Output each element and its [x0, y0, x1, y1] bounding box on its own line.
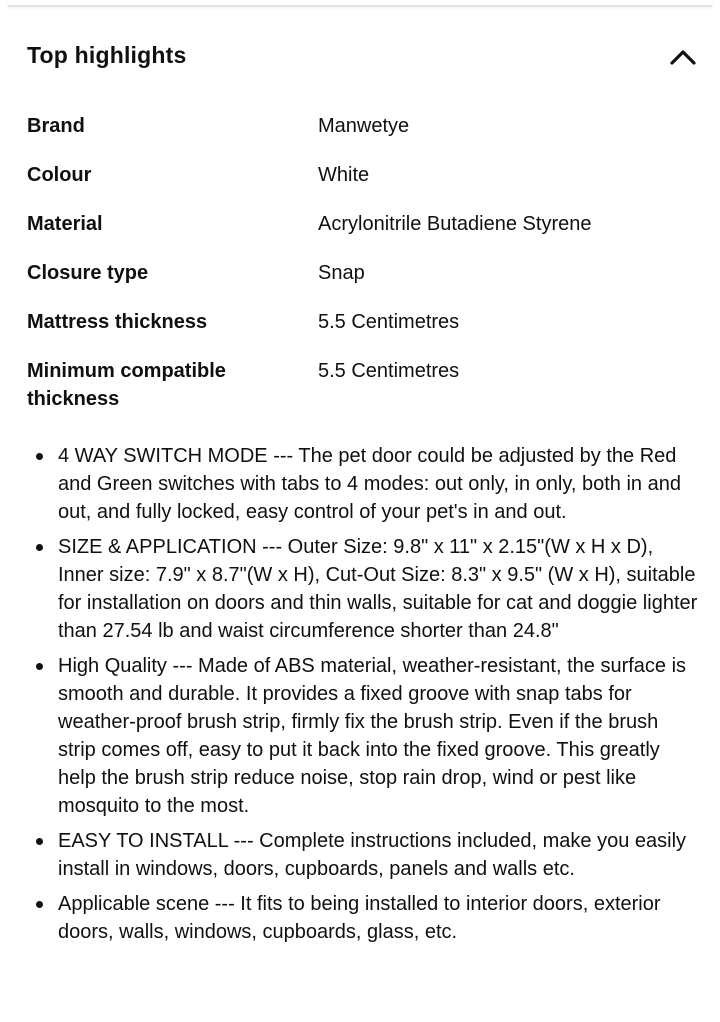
bullet-text: High Quality --- Made of ABS material, weather-resistant, the surface is smooth and durable. It provides a fixed groove with snap tabs for weather-proof brush strip, firmly fix the brush strip. Even if the brush strip comes off, easy to put it back into the fixed groove. This greatly help the brush strip reduce noise, stop rain drop, wind or pest like mosquito to the most.	[58, 655, 687, 817]
spec-key: Closure type	[27, 262, 149, 284]
section-title: Top highlights	[27, 42, 187, 68]
spec-row-minimum-compatible-thickness	[27, 357, 697, 413]
list-item	[27, 442, 699, 526]
list-item	[27, 533, 699, 645]
top-highlights-header[interactable]	[27, 38, 698, 78]
spec-row-brand	[27, 112, 697, 140]
spec-value: White	[318, 164, 370, 186]
spec-key: Material	[27, 213, 103, 235]
bullet-text: 4 WAY SWITCH MODE --- The pet door could be adjusted by the Red and Green switches with tabs to 4 modes: out only, in only, both in and out, and fully locked, easy control of your pet's in and out.	[58, 445, 681, 523]
top-divider	[8, 0, 712, 7]
bullet-text: Applicable scene --- It fits to being installed to interior doors, exterior doors, walls, windows, cupboards, glass, etc.	[58, 893, 661, 943]
spec-row-material	[27, 210, 697, 238]
feature-bullet-list	[27, 442, 699, 953]
bullet-dot	[36, 453, 43, 460]
spec-value: 5.5 Centimetres	[318, 311, 460, 333]
spec-value: 5.5 Centimetres	[318, 360, 460, 382]
spec-key: Mattress thickness	[27, 311, 208, 333]
bullet-text: SIZE & APPLICATION --- Outer Size: 9.8" x 11" x 2.15"(W x H x D), Inner size: 7.9" x 8.7"(W x H), Cut-Out Size: 8.3" x 9.5" (W x H), suitable for installation on doors and thin walls, suitable for cat and doggie lighter than 27.54 lb and waist circumference shorter than 24.8"	[58, 536, 698, 642]
spec-value: Snap	[318, 262, 365, 284]
bullet-text: EASY TO INSTALL --- Complete instructions included, make you easily install in windows, doors, cupboards, panels and walls etc.	[58, 830, 687, 880]
chevron-up-icon[interactable]	[668, 42, 698, 72]
spec-key: Brand	[27, 115, 85, 137]
spec-row-closure-type	[27, 259, 697, 287]
bullet-dot	[36, 544, 43, 551]
bullet-dot	[36, 838, 43, 845]
list-item	[27, 827, 699, 883]
spec-row-mattress-thickness	[27, 308, 697, 336]
spec-table	[27, 112, 697, 434]
spec-value: Acrylonitrile Butadiene Styrene	[318, 213, 592, 235]
spec-key: Colour	[27, 164, 92, 186]
spec-row-colour	[27, 161, 697, 189]
bullet-dot	[36, 663, 43, 670]
bullet-dot	[36, 901, 43, 908]
spec-value: Manwetye	[318, 115, 410, 137]
list-item	[27, 652, 699, 820]
spec-key: Minimum compatible thickness	[27, 360, 226, 410]
list-item	[27, 890, 699, 946]
